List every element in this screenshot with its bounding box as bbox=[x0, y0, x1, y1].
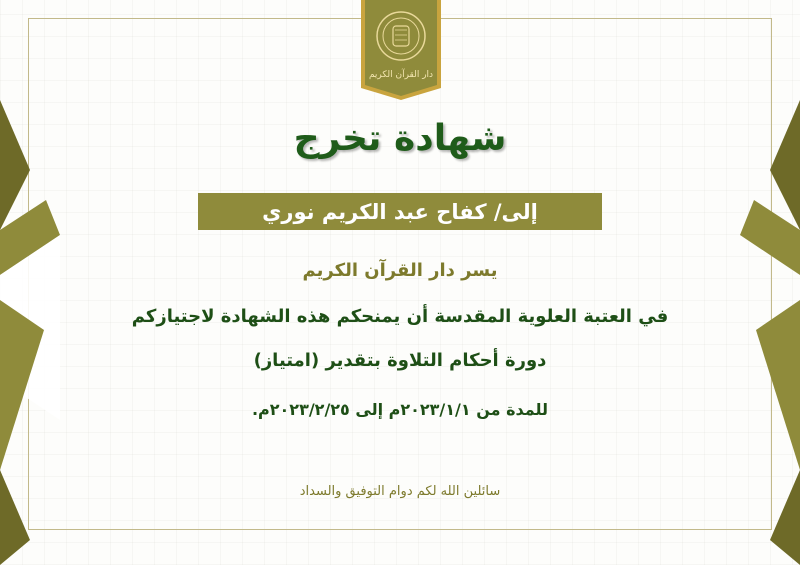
closing-line: سائلين الله لكم دوام التوفيق والسداد bbox=[299, 484, 501, 499]
seal-caption: دار القرآن الكريم bbox=[368, 70, 434, 80]
recipient-name: إلى/ كفاح عبد الكريم نوري bbox=[262, 199, 538, 224]
right-ribbon-ornament bbox=[740, 0, 800, 565]
institution-seal bbox=[361, 0, 441, 100]
certificate-title: شهادة تخرج bbox=[293, 118, 507, 159]
period-line: للمدة من ٢٠٢٣/١/١م إلى ٢٠٢٣/٢/٢٥م. bbox=[251, 400, 549, 419]
left-ribbon-ornament bbox=[0, 0, 60, 565]
grant-line: في العتبة العلوية المقدسة أن يمنحكم هذه الشهادة لاجتيازكم bbox=[131, 306, 669, 327]
course-grade-line: دورة أحكام التلاوة بتقدير (امتياز) bbox=[253, 350, 547, 371]
intro-line: يسر دار القرآن الكريم bbox=[302, 260, 498, 281]
recipient-banner bbox=[198, 193, 602, 230]
